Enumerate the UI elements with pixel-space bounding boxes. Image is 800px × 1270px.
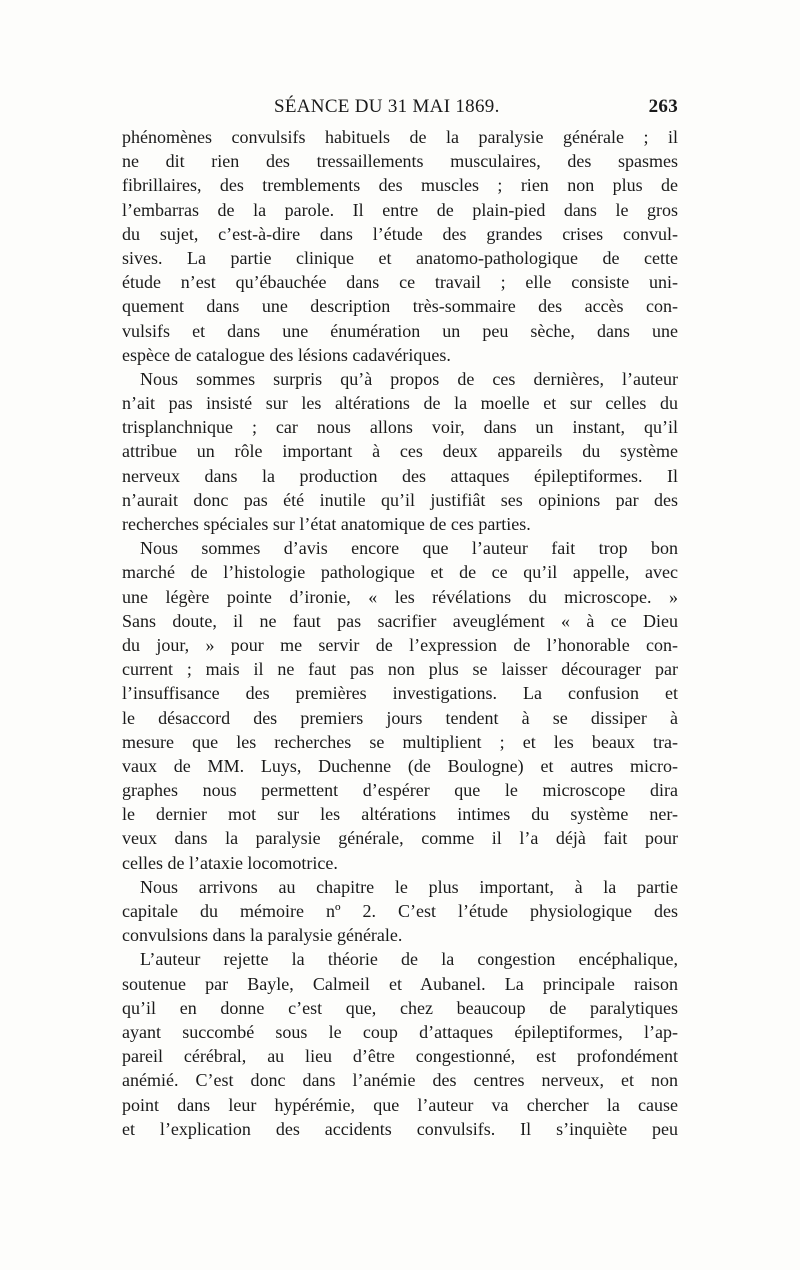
text-line: celles de l’ataxie locomotrice.: [122, 852, 338, 873]
text-line: le dernier mot sur les altérations intimes du système ner-: [122, 804, 678, 825]
body-text: [122, 125, 678, 1141]
text-line: fibrillaires, des tremblements des muscles ; rien non plus de: [122, 175, 678, 196]
text-line: qu’il en donne c’est que, chez beaucoup de paralytiques: [122, 997, 678, 1018]
text-line: l’insuffisance des premières investigations. La confusion et: [122, 683, 678, 704]
paragraph: [122, 536, 678, 875]
text-line: ne dit rien des tressaillements musculaires, des spasmes: [122, 151, 678, 172]
running-head: [122, 96, 678, 122]
text-line: Sans doute, il ne faut pas sacrifier aveuglément « à ce Dieu: [122, 610, 678, 631]
text-line: current ; mais il ne faut pas non plus se laisser décourager par: [122, 659, 678, 680]
text-line: vulsifs et dans une énumération un peu sèche, dans une: [122, 320, 678, 341]
paragraph: [122, 875, 678, 948]
text-line: marché de l’histologie pathologique et de ce qu’il appelle, avec: [122, 562, 678, 583]
text-line: pareil cérébral, au lieu d’être congestionné, est profondément: [122, 1046, 678, 1067]
text-line: du sujet, c’est-à-dire dans l’étude des grandes crises convul-: [122, 223, 678, 244]
text-line: attribue un rôle important à ces deux appareils du système: [122, 441, 678, 462]
text-line: anémié. C’est donc dans l’anémie des centres nerveux, et non: [122, 1070, 678, 1091]
text-line: capitale du mémoire nº 2. C’est l’étude physiologique des: [122, 901, 678, 921]
paragraph: [122, 125, 678, 367]
text-line: l’embarras de la parole. Il entre de plain-pied dans le gros: [122, 199, 678, 220]
text-line: quement dans une description très-sommaire des accès con-: [122, 296, 678, 317]
text-line: L’auteur rejette la théorie de la congestion encéphalique,: [140, 949, 678, 970]
running-title: SÉANCE DU 31 MAI 1869.: [274, 96, 500, 117]
paragraph: [122, 947, 678, 1141]
text-line: nerveux dans la production des attaques épileptiformes. Il: [122, 465, 678, 486]
text-line: Nous sommes surpris qu’à propos de ces dernières, l’auteur: [140, 368, 678, 389]
text-line: et l’explication des accidents convulsifs. Il s’inquiète peu: [122, 1118, 678, 1139]
text-line: vaux de MM. Luys, Duchenne (de Boulogne) et autres micro-: [122, 755, 678, 776]
text-line: sives. La partie clinique et anatomo-pathologique de cette: [122, 247, 678, 268]
text-line: phénomènes convulsifs habituels de la paralysie générale ; il: [122, 127, 678, 147]
text-line: convulsions dans la paralysie générale.: [122, 925, 403, 946]
text-line: n’aurait donc pas été inutile qu’il justifiât ses opinions par des: [122, 489, 678, 510]
text-line: veux dans la paralysie générale, comme il l’a déjà fait pour: [122, 828, 678, 849]
text-line: Nous sommes d’avis encore que l’auteur fait trop bon: [140, 538, 678, 559]
text-line: trisplanchnique ; car nous allons voir, dans un instant, qu’il: [122, 417, 678, 438]
text-line: Nous arrivons au chapitre le plus important, à la partie: [140, 876, 678, 897]
paragraph: [122, 367, 678, 536]
text-line: graphes nous permettent d’espérer que le microscope dira: [122, 780, 678, 801]
text-line: n’ait pas insisté sur les altérations de la moelle et sur celles du: [122, 393, 678, 414]
text-line: une légère pointe d’ironie, « les révélations du microscope. »: [122, 586, 678, 607]
text-line: étude n’est qu’ébauchée dans ce travail ; elle consiste uni-: [122, 272, 678, 293]
page-number: 263: [648, 96, 678, 117]
text-line: soutenue par Bayle, Calmeil et Aubanel. La principale raison: [122, 973, 678, 994]
text-line: ayant succombé sous le coup d’attaques épileptiformes, l’ap-: [122, 1021, 678, 1042]
text-line: du jour, » pour me servir de l’expression de l’honorable con-: [122, 634, 678, 655]
text-line: point dans leur hypérémie, que l’auteur va chercher la cause: [122, 1094, 678, 1115]
text-line: espèce de catalogue des lésions cadavériques.: [122, 344, 451, 365]
text-line: recherches spéciales sur l’état anatomique de ces parties.: [122, 514, 531, 534]
text-line: mesure que les recherches se multiplient ; et les beaux tra-: [122, 731, 678, 752]
text-line: le désaccord des premiers jours tendent à se dissiper à: [122, 707, 678, 728]
